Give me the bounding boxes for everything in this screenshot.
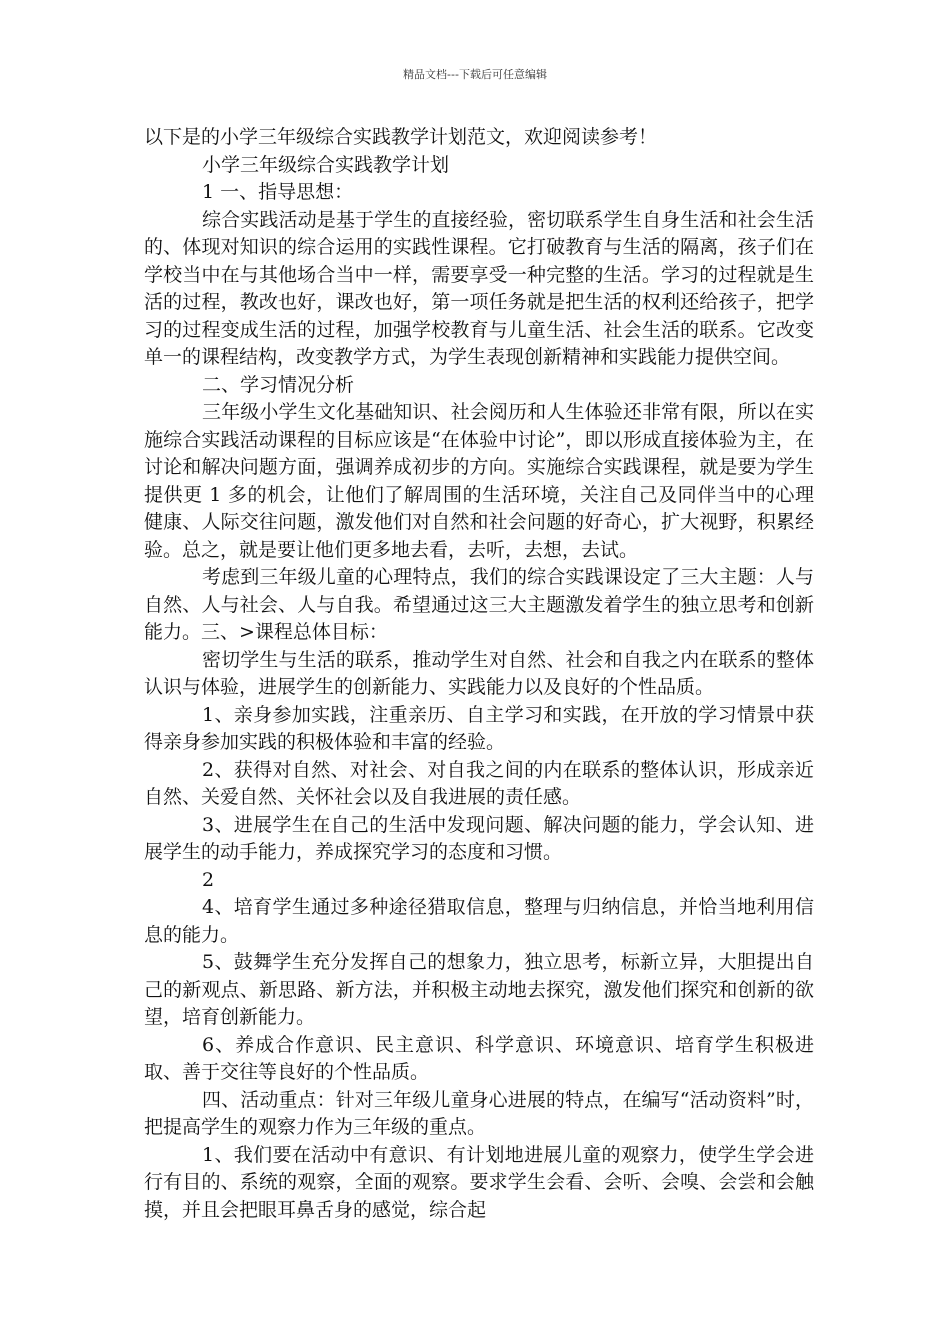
document-title: 小学三年级综合实践教学计划 — [202, 153, 450, 176]
goal-item-6: 6、养成合作意识、民主意识、科学意识、环境意识、培育学生积极进取、善于交往等良好的个性品质。 — [144, 1033, 814, 1083]
page-number: 2 — [202, 868, 215, 891]
paragraph-themes: 考虑到三年级儿童的心理特点，我们的综合实践课设定了三大主题：人与自然、人与社会、人与自我。希望通过这三大主题激发着学生的独立思考和创新能力。三、>课程总体目标： — [144, 566, 814, 643]
section-heading-learning-analysis: 二、学习情况分析 — [202, 373, 355, 396]
paragraph-intro: 以下是的小学三年级综合实践教学计划范文，欢迎阅读参考！ — [144, 126, 658, 148]
section-heading-guiding-thought: 1 一、指导思想： — [202, 181, 354, 203]
goal-item-5: 5、鼓舞学生充分发挥自己的想象力，独立思考，标新立异，大胆提出自己的新观点、新思路、新方法，并积极主动地去探究，激发他们探究和创新的欲望，培育创新能力。 — [144, 951, 814, 1028]
header-watermark: 精品文档---下载后可任意编辑 — [403, 68, 547, 81]
paragraph-overall-goal: 密切学生与生活的联系，推动学生对自然、社会和自我之内在联系的整体认识与体验，进展学生的创新能力、实践能力以及良好的个性品质。 — [144, 648, 814, 698]
section-heading-activity-focus: 四、活动重点：针对三年级儿童身心进展的特点，在编写“活动资料”时，把提高学生的观察力作为三年级的重点。 — [144, 1088, 814, 1138]
goal-item-4: 4、培育学生通过多种途径猎取信息，整理与归纳信息，并恰当地利用信息的能力。 — [144, 896, 814, 946]
paragraph-learning-analysis: 三年级小学生文化基础知识、社会阅历和人生体验还非常有限，所以在实施综合实践活动课程的目标应该是“在体验中讨论”，即以形成直接体验为主，在讨论和解决问题方面，强调养成初步的方向。实施综合实践课程，就是要为学生提供更 1 多的机会，让他们了解周围的生活环境，关注自己及同伴当中的心理健康、人际交往问题，激发他们对自然和社会问题的好奇心，扩大视野，积累经验。总之，就是要让他们更多地去看，去听，去想，去试。 — [144, 401, 814, 561]
document-body — [144, 124, 814, 1224]
focus-item-1: 1、我们要在活动中有意识、有计划地进展儿童的观察力，使学生学会进行有目的、系统的观察，全面的观察。要求学生会看、会听、会嗅、会尝和会触摸，并且会把眼耳鼻舌身的感觉，综合起 — [144, 1143, 814, 1221]
paragraph-guiding-thought: 综合实践活动是基于学生的直接经验，密切联系学生自身生活和社会生活的、体现对知识的综合运用的实践性课程。它打破教育与生活的隔离，孩子们在学校当中在与其他场合当中一样，需要享受一种完整的生活。学习的过程就是生活的过程，教改也好，课改也好，第一项任务就是把生活的权利还给孩子，把学习的过程变成生活的过程，加强学校教育与儿童生活、社会生活的联系。它改变单一的课程结构，改变教学方式，为学生表现创新精神和实践能力提供空间。 — [144, 208, 814, 368]
goal-item-1: 1、亲身参加实践，注重亲历、自主学习和实践，在开放的学习情景中获得亲身参加实践的积极体验和丰富的经验。 — [144, 703, 814, 753]
goal-item-2: 2、获得对自然、对社会、对自我之间的内在联系的整体认识，形成亲近自然、关爱自然、关怀社会以及自我进展的责任感。 — [144, 758, 814, 808]
goal-item-3: 3、进展学生在自己的生活中发现问题、解决问题的能力，学会认知、进展学生的动手能力，养成探究学习的态度和习惯。 — [144, 813, 814, 863]
